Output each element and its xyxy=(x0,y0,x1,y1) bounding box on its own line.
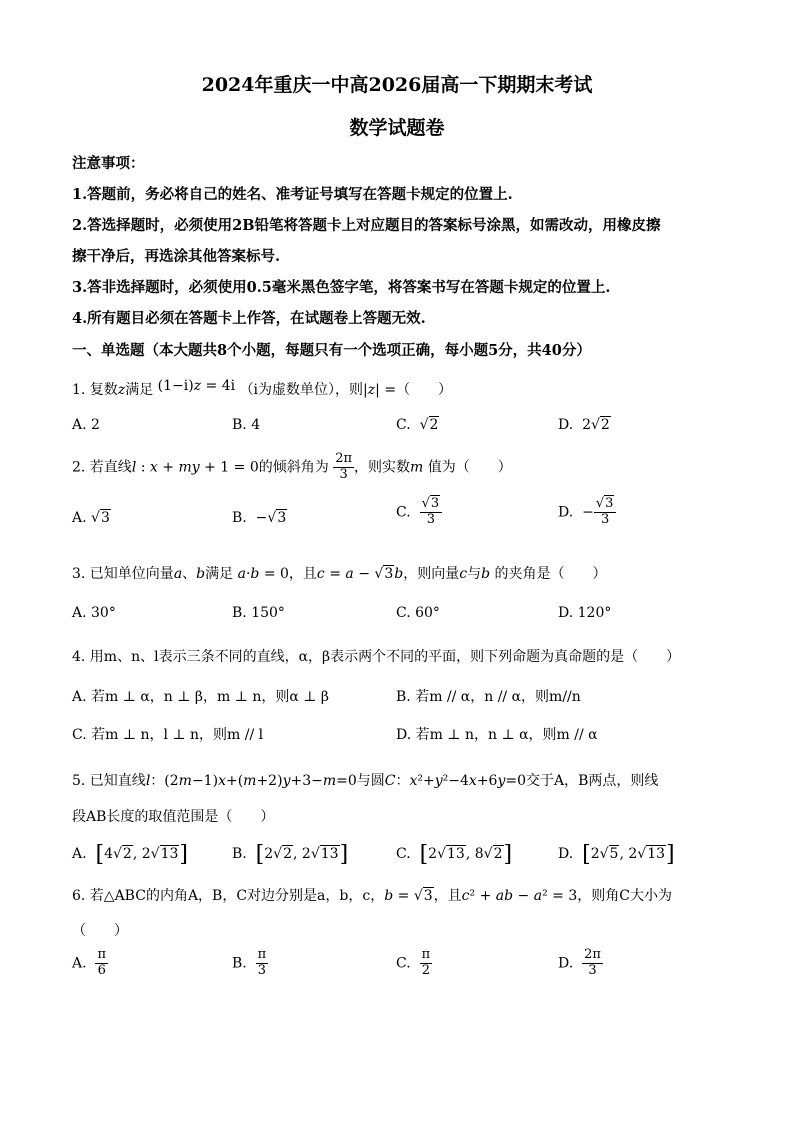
q1-option-c: C. √2 xyxy=(396,417,439,433)
notice-heading: 注意事项： xyxy=(72,155,145,172)
q6-option-b: B. $\frac{\pi}{3}$ xyxy=(232,947,267,978)
notice-item-2-line-2: 擦干净后，再选涂其他答案标号. xyxy=(72,248,281,265)
notice-item-4: 4.所有题目必须在答题卡上作答，在试题卷上答题无效. xyxy=(72,310,426,327)
q4-option-a: A. 若m ⊥ α，n ⊥ β，m ⊥ n，则α ⊥ β xyxy=(72,689,329,705)
q5-option-b: B. [2√2, 2√13] xyxy=(232,842,349,867)
q3-option-d: D. 120° xyxy=(558,605,612,621)
question-2-stem: 2. 若直线l : x + my + 1 = 0的倾斜角为 $\frac{2\pi}{3}$ ，则实数m 值为（ ） xyxy=(72,451,512,482)
q3-option-b: B. 150° xyxy=(232,605,285,621)
q1-option-d: D. 2√2 xyxy=(558,417,610,433)
q6-option-d: D. $\frac{2\pi}{3}$ xyxy=(558,947,601,978)
q4-option-d: D. 若m ⊥ n，n ⊥ α，则m // α xyxy=(396,727,598,743)
q2-option-a: A. √3 xyxy=(72,510,110,526)
question-6-stem-line-2: （ ） xyxy=(72,923,128,939)
q2-option-c: C. $\frac{√3}{3}$ xyxy=(396,497,442,528)
q4-option-c: C. 若m ⊥ n，l ⊥ n，则m // l xyxy=(72,727,264,743)
question-5-stem-line-2: 段AB长度的取值范围是（ ） xyxy=(72,809,275,825)
q1-option-a: A. 2 xyxy=(72,417,100,433)
notice-item-1: 1.答题前，务必将自己的姓名、准考证号填写在答题卡规定的位置上. xyxy=(72,186,513,203)
question-6-stem: 6. 若△ABC的内角A，B，C对边分别是a，b，c，b = √3，且c² + ab − a² = 3，则角C大小为 xyxy=(72,888,672,904)
exam-subtitle: 数学试题卷 xyxy=(349,117,445,139)
q2-option-b: B. −√3 xyxy=(232,510,287,526)
question-3-stem: 3. 已知单位向量a、b满足 a·b = 0，且c = a − √3b，则向量c与b 的夹角是（ ） xyxy=(72,566,607,582)
notice-item-3: 3.答非选择题时，必须使用0.5毫米黑色签字笔，将答案书写在答题卡规定的位置上. xyxy=(72,279,611,296)
q6-option-c: C. $\frac{\pi}{2}$ xyxy=(396,947,431,978)
section-1-heading: 一、单选题（本大题共8个小题，每题只有一个选项正确，每小题5分，共40分） xyxy=(72,342,591,359)
q3-option-a: A. 30° xyxy=(72,605,116,621)
q5-option-c: C. [2√13, 8√2] xyxy=(396,842,513,867)
question-4-stem: 4. 用m、n、l表示三条不同的直线，α，β表示两个不同的平面，则下列命题为真命题的是（ ） xyxy=(72,649,681,665)
q4-option-b: B. 若m // α，n // α，则m//n xyxy=(396,689,581,705)
notice-item-2-line-1: 2.答选择题时，必须使用2B铅笔将答题卡上对应题目的答案标号涂黑，如需改动，用橡皮擦 xyxy=(72,217,661,234)
exam-title: 2024年重庆一中高2026届高一下期期末考试 xyxy=(201,74,593,96)
q5-option-d: D. [2√5, 2√13] xyxy=(558,842,675,867)
q3-option-c: C. 60° xyxy=(396,605,440,621)
q5-option-a: A. [4√2, 2√13] xyxy=(72,842,188,867)
q2-option-d: D. − $\frac{√3}{3}$ xyxy=(558,497,616,528)
q1-option-b: B. 4 xyxy=(232,417,261,433)
q6-option-a: A. $\frac{\pi}{6}$ xyxy=(72,947,107,978)
question-1-stem: 1. 复数z满足 (1−i)z = 4i （i为虚数单位），则|z| =（ ） xyxy=(72,378,453,398)
question-5-stem: 5. 已知直线l：(2m−1)x+(m+2)y+3−m=0与圆C：x²+y²−4x+6y=0交于A，B两点，则线 xyxy=(72,773,659,789)
